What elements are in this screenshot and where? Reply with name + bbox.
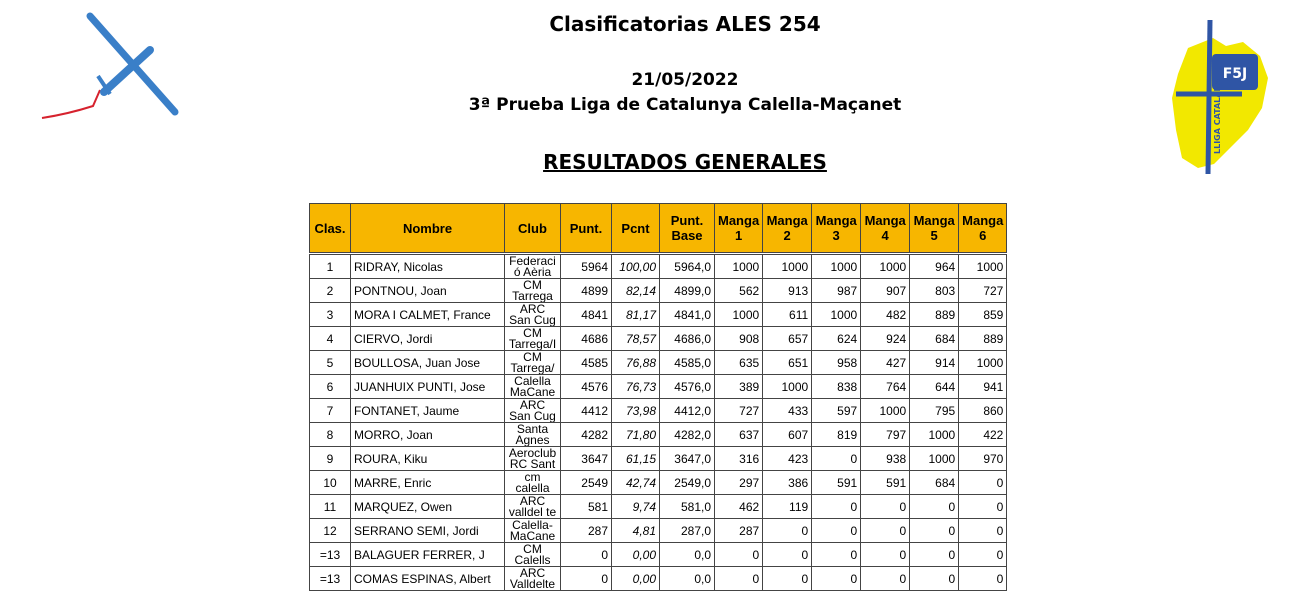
punt-cell: 2549: [561, 471, 612, 495]
manga-6-cell: 941: [959, 375, 1007, 399]
base-cell: 0,0: [660, 567, 715, 591]
manga-4-cell: 1000: [861, 399, 910, 423]
manga-1-cell: 1000: [715, 254, 763, 279]
manga-1-cell: 727: [715, 399, 763, 423]
nombre-cell: COMAS ESPINAS, Albert: [351, 567, 505, 591]
manga-1-cell: 462: [715, 495, 763, 519]
manga-3-cell: 624: [812, 327, 861, 351]
base-cell: 5964,0: [660, 254, 715, 279]
manga-5-cell: 795: [910, 399, 959, 423]
clas-cell: 11: [310, 495, 351, 519]
base-cell: 4841,0: [660, 303, 715, 327]
base-cell: 287,0: [660, 519, 715, 543]
clas-cell: 3: [310, 303, 351, 327]
column-header: Club: [505, 204, 561, 254]
table-row: [310, 543, 1007, 567]
column-header: Manga 4: [861, 204, 910, 254]
manga-6-cell: 422: [959, 423, 1007, 447]
manga-2-cell: 1000: [763, 254, 812, 279]
club-cell: Calella-MaCane: [505, 519, 561, 543]
clas-cell: 1: [310, 254, 351, 279]
manga-2-cell: 119: [763, 495, 812, 519]
clas-cell: =13: [310, 567, 351, 591]
table-row: [310, 447, 1007, 471]
club-cell: ARC San Cug: [505, 399, 561, 423]
clas-cell: 7: [310, 399, 351, 423]
punt-cell: 287: [561, 519, 612, 543]
nombre-cell: SERRANO SEMI, Jordi: [351, 519, 505, 543]
punt-cell: 4686: [561, 327, 612, 351]
table-row: [310, 399, 1007, 423]
punt-cell: 4841: [561, 303, 612, 327]
pcnt-cell: 71,80: [612, 423, 660, 447]
manga-5-cell: 0: [910, 567, 959, 591]
pcnt-cell: 82,14: [612, 279, 660, 303]
manga-2-cell: 0: [763, 519, 812, 543]
pcnt-cell: 100,00: [612, 254, 660, 279]
clas-cell: 8: [310, 423, 351, 447]
nombre-cell: MARRE, Enric: [351, 471, 505, 495]
manga-6-cell: 860: [959, 399, 1007, 423]
pcnt-cell: 0,00: [612, 543, 660, 567]
results-table: [309, 203, 1007, 591]
manga-1-cell: 562: [715, 279, 763, 303]
punt-cell: 4412: [561, 399, 612, 423]
manga-2-cell: 607: [763, 423, 812, 447]
manga-2-cell: 0: [763, 567, 812, 591]
table-row: [310, 519, 1007, 543]
column-header: Manga 5: [910, 204, 959, 254]
manga-5-cell: 0: [910, 495, 959, 519]
manga-4-cell: 0: [861, 567, 910, 591]
table-body: [310, 254, 1007, 591]
manga-1-cell: 0: [715, 543, 763, 567]
event-date: 21/05/2022: [631, 70, 739, 90]
manga-5-cell: 914: [910, 351, 959, 375]
manga-1-cell: 389: [715, 375, 763, 399]
club-cell: CM Tarrega: [505, 279, 561, 303]
club-cell: Santa Agnes: [505, 423, 561, 447]
punt-cell: 581: [561, 495, 612, 519]
manga-5-cell: 684: [910, 327, 959, 351]
manga-6-cell: 0: [959, 543, 1007, 567]
manga-3-cell: 987: [812, 279, 861, 303]
manga-5-cell: 1000: [910, 447, 959, 471]
column-header: Punt.: [561, 204, 612, 254]
manga-4-cell: 1000: [861, 254, 910, 279]
nombre-cell: FONTANET, Jaume: [351, 399, 505, 423]
manga-6-cell: 1000: [959, 254, 1007, 279]
nombre-cell: PONTNOU, Joan: [351, 279, 505, 303]
nombre-cell: ROURA, Kiku: [351, 447, 505, 471]
manga-6-cell: 0: [959, 519, 1007, 543]
nombre-cell: BOULLOSA, Juan Jose: [351, 351, 505, 375]
manga-1-cell: 637: [715, 423, 763, 447]
manga-3-cell: 591: [812, 471, 861, 495]
pcnt-cell: 9,74: [612, 495, 660, 519]
manga-1-cell: 297: [715, 471, 763, 495]
manga-3-cell: 597: [812, 399, 861, 423]
base-cell: 3647,0: [660, 447, 715, 471]
manga-1-cell: 635: [715, 351, 763, 375]
pcnt-cell: 61,15: [612, 447, 660, 471]
manga-1-cell: 1000: [715, 303, 763, 327]
column-header: Manga 2: [763, 204, 812, 254]
manga-6-cell: 1000: [959, 351, 1007, 375]
manga-6-cell: 727: [959, 279, 1007, 303]
punt-cell: 4282: [561, 423, 612, 447]
manga-4-cell: 591: [861, 471, 910, 495]
punt-cell: 4585: [561, 351, 612, 375]
table-header-row: [310, 204, 1007, 254]
manga-3-cell: 0: [812, 543, 861, 567]
manga-3-cell: 0: [812, 447, 861, 471]
column-header: Manga 6: [959, 204, 1007, 254]
manga-2-cell: 0: [763, 543, 812, 567]
pcnt-cell: 0,00: [612, 567, 660, 591]
manga-2-cell: 433: [763, 399, 812, 423]
manga-5-cell: 0: [910, 519, 959, 543]
club-cell: CM Calells: [505, 543, 561, 567]
club-cell: CM Tarrega/I: [505, 327, 561, 351]
punt-cell: 4576: [561, 375, 612, 399]
base-cell: 4282,0: [660, 423, 715, 447]
column-header: Manga 1: [715, 204, 763, 254]
manga-4-cell: 938: [861, 447, 910, 471]
manga-4-cell: 427: [861, 351, 910, 375]
table-row: [310, 495, 1007, 519]
manga-6-cell: 889: [959, 327, 1007, 351]
base-cell: 4576,0: [660, 375, 715, 399]
punt-cell: 5964: [561, 254, 612, 279]
manga-3-cell: 1000: [812, 254, 861, 279]
manga-5-cell: 889: [910, 303, 959, 327]
manga-2-cell: 1000: [763, 375, 812, 399]
clas-cell: =13: [310, 543, 351, 567]
table-row: [310, 279, 1007, 303]
pcnt-cell: 76,88: [612, 351, 660, 375]
table-row: [310, 351, 1007, 375]
club-cell: ARC Valldelte: [505, 567, 561, 591]
base-cell: 581,0: [660, 495, 715, 519]
manga-4-cell: 924: [861, 327, 910, 351]
manga-5-cell: 0: [910, 543, 959, 567]
club-cell: ARC valldel te: [505, 495, 561, 519]
column-header: Manga 3: [812, 204, 861, 254]
column-header: Punt. Base: [660, 204, 715, 254]
manga-4-cell: 797: [861, 423, 910, 447]
manga-6-cell: 0: [959, 471, 1007, 495]
club-cell: ARC San Cug: [505, 303, 561, 327]
nombre-cell: CIERVO, Jordi: [351, 327, 505, 351]
nombre-cell: JUANHUIX PUNTI, Jose: [351, 375, 505, 399]
manga-6-cell: 970: [959, 447, 1007, 471]
manga-6-cell: 859: [959, 303, 1007, 327]
column-header: Nombre: [351, 204, 505, 254]
nombre-cell: MARQUEZ, Owen: [351, 495, 505, 519]
manga-3-cell: 0: [812, 495, 861, 519]
club-cell: Calella MaCane: [505, 375, 561, 399]
manga-2-cell: 657: [763, 327, 812, 351]
pcnt-cell: 78,57: [612, 327, 660, 351]
base-cell: 4686,0: [660, 327, 715, 351]
manga-4-cell: 0: [861, 543, 910, 567]
table-row: [310, 375, 1007, 399]
nombre-cell: MORA I CALMET, France: [351, 303, 505, 327]
manga-2-cell: 913: [763, 279, 812, 303]
club-cell: CM Tarrega/: [505, 351, 561, 375]
club-cell: Federaci ó Aèria: [505, 254, 561, 279]
f5j-badge-text: F5J: [1222, 66, 1248, 82]
clas-cell: 10: [310, 471, 351, 495]
punt-cell: 0: [561, 543, 612, 567]
manga-4-cell: 0: [861, 519, 910, 543]
column-header: Pcnt: [612, 204, 660, 254]
event-name: 3ª Prueba Liga de Catalunya Calella-Maçanet: [468, 95, 902, 115]
page-title: Clasificatorias ALES 254: [549, 12, 821, 36]
base-cell: 4585,0: [660, 351, 715, 375]
manga-2-cell: 651: [763, 351, 812, 375]
table-row: [310, 471, 1007, 495]
manga-5-cell: 644: [910, 375, 959, 399]
manga-2-cell: 423: [763, 447, 812, 471]
manga-2-cell: 611: [763, 303, 812, 327]
nombre-cell: BALAGUER FERRER, J: [351, 543, 505, 567]
manga-3-cell: 838: [812, 375, 861, 399]
table-row: [310, 327, 1007, 351]
manga-3-cell: 819: [812, 423, 861, 447]
manga-5-cell: 964: [910, 254, 959, 279]
pcnt-cell: 4,81: [612, 519, 660, 543]
manga-3-cell: 1000: [812, 303, 861, 327]
manga-1-cell: 0: [715, 567, 763, 591]
manga-4-cell: 0: [861, 495, 910, 519]
clas-cell: 4: [310, 327, 351, 351]
clas-cell: 6: [310, 375, 351, 399]
manga-5-cell: 684: [910, 471, 959, 495]
club-cell: cm calella: [505, 471, 561, 495]
manga-6-cell: 0: [959, 567, 1007, 591]
manga-2-cell: 386: [763, 471, 812, 495]
manga-3-cell: 958: [812, 351, 861, 375]
manga-4-cell: 907: [861, 279, 910, 303]
table-row: [310, 303, 1007, 327]
pcnt-cell: 76,73: [612, 375, 660, 399]
column-header: Clas.: [310, 204, 351, 254]
club-cell: Aeroclub RC Sant: [505, 447, 561, 471]
table-row: [310, 567, 1007, 591]
nombre-cell: MORRO, Joan: [351, 423, 505, 447]
punt-cell: 3647: [561, 447, 612, 471]
clas-cell: 9: [310, 447, 351, 471]
nombre-cell: RIDRAY, Nicolas: [351, 254, 505, 279]
base-cell: 2549,0: [660, 471, 715, 495]
table-row: [310, 254, 1007, 279]
punt-cell: 0: [561, 567, 612, 591]
table-row: [310, 423, 1007, 447]
manga-3-cell: 0: [812, 567, 861, 591]
manga-3-cell: 0: [812, 519, 861, 543]
base-cell: 0,0: [660, 543, 715, 567]
clas-cell: 5: [310, 351, 351, 375]
lliga-catalana-text: LLIGA CATALANA: [1213, 78, 1222, 154]
clas-cell: 2: [310, 279, 351, 303]
manga-4-cell: 764: [861, 375, 910, 399]
base-cell: 4899,0: [660, 279, 715, 303]
punt-cell: 4899: [561, 279, 612, 303]
manga-5-cell: 1000: [910, 423, 959, 447]
pcnt-cell: 73,98: [612, 399, 660, 423]
manga-1-cell: 287: [715, 519, 763, 543]
manga-4-cell: 482: [861, 303, 910, 327]
section-heading: RESULTADOS GENERALES: [543, 150, 827, 174]
pcnt-cell: 81,17: [612, 303, 660, 327]
manga-1-cell: 316: [715, 447, 763, 471]
manga-1-cell: 908: [715, 327, 763, 351]
clas-cell: 12: [310, 519, 351, 543]
manga-6-cell: 0: [959, 495, 1007, 519]
manga-5-cell: 803: [910, 279, 959, 303]
base-cell: 4412,0: [660, 399, 715, 423]
pcnt-cell: 42,74: [612, 471, 660, 495]
